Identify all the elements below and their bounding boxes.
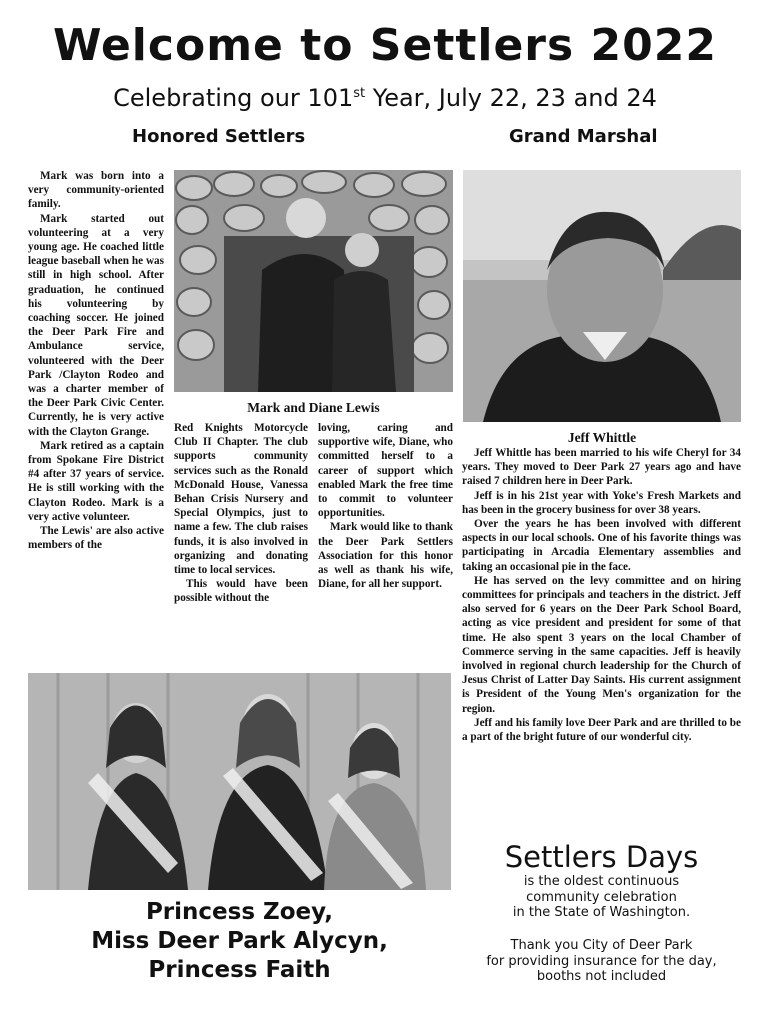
marshal-paragraph: Over the years he has been involved with different aspects in our local schools. One of his favorite things was participating in Arcadia Elementary assemblies and taking an occasional pie in the face.: [462, 518, 741, 573]
honored-settlers-heading: Honored Settlers: [132, 126, 306, 147]
honored-paragraph: loving, caring and supportive wife, Diane, who committed herself to a career of support which enabled Mark the free time to commit to volunteer opportunities.: [318, 422, 453, 520]
mark-diane-caption: Mark and Diane Lewis: [247, 400, 380, 415]
honored-paragraph: The Lewis' are also active members of the: [28, 525, 164, 552]
marshal-paragraph: He has served on the levy committee and on hiring committees for principals and teachers in the district. Jeff also served for 6 years on the Deer Park School Board, acting as vice president and president for some of that time. He also spent 3 years on the local Chamber of Commerce serving in the same capacities. Jeff is heavily involved in regional church leadership for the Church of Jesus Christ of Latter Day Saints. His current assignment is President of the Young Men's organization for the region.: [462, 574, 741, 715]
honored-column-3: [318, 421, 453, 591]
marshal-paragraph: Jeff and his family love Deer Park and are thrilled to be a part of the bright future of our wonderful city.: [462, 716, 741, 744]
honored-paragraph: Red Knights Motorcycle Club II Chapter. The club supports community services such as the Ronald McDonald House, Vanessa Behan Crisis Nursery and Special Olympics, just to name a few. The club raises funds, it is also involved in organizing and donating time to local services.: [174, 422, 308, 577]
royalty-name-line: Princess Faith: [148, 957, 331, 983]
jeff-whittle-name: Jeff Whittle: [567, 430, 637, 445]
mark-diane-photo-illustration: [174, 170, 453, 392]
honored-column-1: [28, 169, 164, 552]
grand-marshal-text: [462, 446, 741, 744]
settlers-days-line: community celebration: [526, 889, 677, 905]
thanks-line: for providing insurance for the day,: [486, 953, 717, 969]
thanks-line: Thank you City of Deer Park: [510, 938, 693, 953]
honored-paragraph: This would have been possible without the: [174, 578, 308, 605]
settlers-days-line: is the oldest continuous: [523, 874, 680, 889]
settlers-days-description: [462, 874, 741, 921]
honored-paragraph: Mark was born into a very community-oriented family.: [28, 170, 164, 211]
subtitle-dates: Year, July 22, 23 and 24: [365, 84, 657, 112]
honored-column-2: [174, 421, 308, 606]
settlers-days-line: in the State of Washington.: [512, 905, 691, 920]
mark-diane-photo: [174, 170, 453, 392]
settlers-days-thanks: [462, 938, 741, 985]
subtitle-main: Celebrating our 101: [113, 84, 354, 112]
jeff-whittle-photo: [463, 170, 741, 422]
honored-paragraph: Mark would like to thank the Deer Park Settlers Association for this honor as well as thank his wife, Diane, for all her support.: [318, 521, 453, 591]
grand-marshal-heading: Grand Marshal: [509, 126, 658, 147]
page-subtitle: [0, 84, 770, 112]
honored-paragraph: Mark started out volunteering at a very young age. He coached little league baseball when he was still in high school. After graduation, he continued his volunteering by coaching soccer. He joined the Deer Park Fire and Ambulance service, volunteered with the Deer Park /Clayton Rodeo and was a charter member of the Deer Park Civic Center. Currently, he is very active with the Clayton Grange.: [28, 212, 164, 438]
page-title: Welcome to Settlers 2022: [53, 20, 717, 71]
royalty-names: [28, 898, 451, 985]
subtitle-ordinal: st: [353, 86, 366, 101]
royalty-name-line: Miss Deer Park Alycyn,: [91, 928, 388, 954]
marshal-paragraph: Jeff is in his 21st year with Yoke's Fresh Markets and has been in the grocery business for over 38 years.: [462, 489, 741, 516]
marshal-paragraph: Jeff Whittle has been married to his wife Cheryl for 34 years. They moved to Deer Park 27 years ago and have raised 7 children here in Deer Park.: [462, 447, 741, 488]
honored-paragraph: Mark retired as a captain from Spokane Fire District #4 after 37 years of service. He is still working with the Clayton Rodeo. Mark is a very active volunteer.: [28, 439, 164, 523]
thanks-line: booths not included: [536, 969, 667, 984]
settlers-days-title: Settlers Days: [504, 840, 699, 874]
royalty-photo-illustration: [28, 673, 451, 890]
royalty-photo: [28, 673, 451, 890]
jeff-whittle-photo-illustration: [463, 170, 741, 422]
royalty-name-line: Princess Zoey,: [145, 899, 334, 925]
